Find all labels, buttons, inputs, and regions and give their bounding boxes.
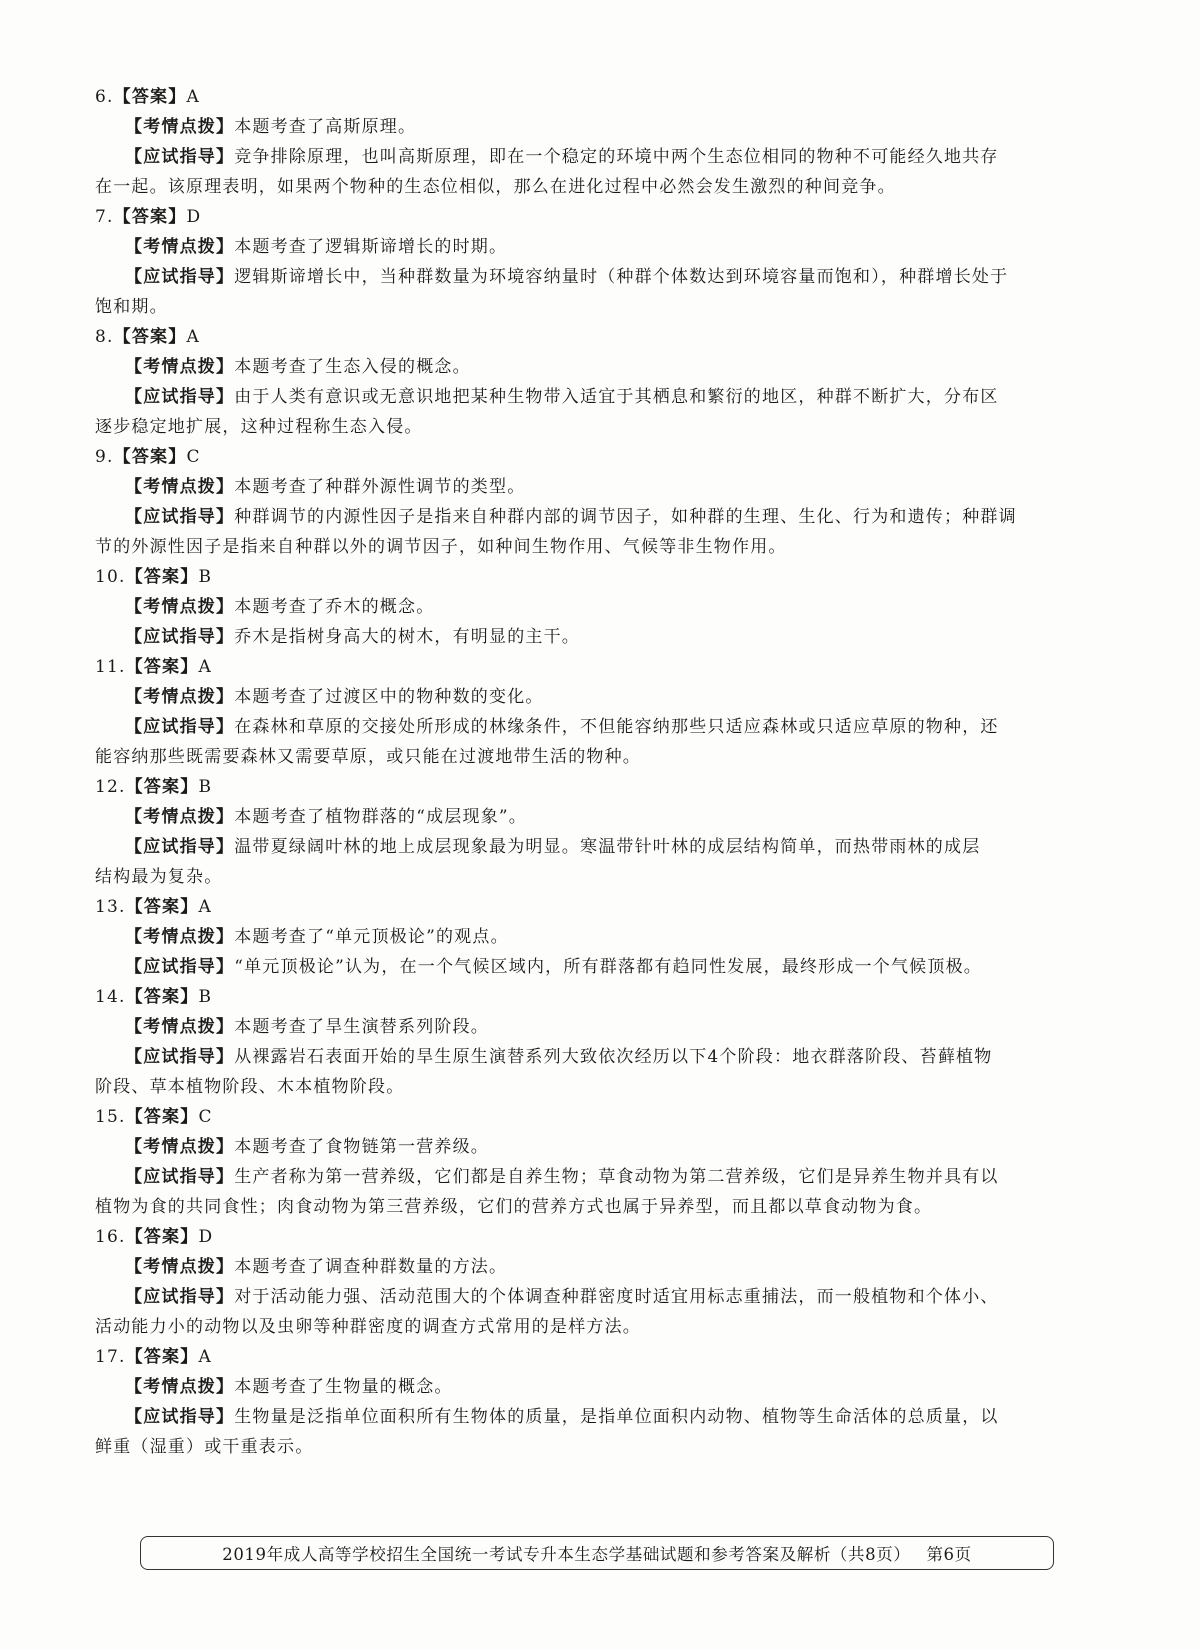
guide-text: 植物为食的共同食性；肉食动物为第三营养级，它们的营养方式也属于异养型，而且都以草食动物为食。 <box>95 1197 933 1217</box>
guide-text: 在森林和草原的交接处所形成的林缘条件，不但能容纳那些只适应森林或只适应草原的物种，还 <box>234 717 999 737</box>
answer-label: 【答案】 <box>113 87 187 107</box>
guide-label: 【应试指导】 <box>125 1407 235 1427</box>
guide-line <box>95 622 1045 652</box>
answer-item <box>95 442 1045 562</box>
exam-point-line <box>95 1132 1045 1162</box>
exam-point-text: 本题考查了“单元顶极论”的观点。 <box>234 927 509 947</box>
question-number: 7. <box>95 207 114 227</box>
guide-text: “单元顶极论”认为，在一个气候区域内，所有群落都有趋同性发展，最终形成一个气候顶极。 <box>234 957 982 977</box>
answer-item <box>95 1342 1045 1462</box>
guide-line <box>95 502 1045 532</box>
answer-line <box>95 892 1045 922</box>
guide-line <box>95 1312 1045 1342</box>
exam-point-line <box>95 682 1045 712</box>
guide-text: 乔木是指树身高大的树木，有明显的主干。 <box>234 627 581 647</box>
question-number: 15. <box>95 1107 126 1127</box>
guide-label: 【应试指导】 <box>125 957 235 977</box>
answer-label: 【答案】 <box>125 1227 199 1247</box>
guide-line <box>95 712 1045 742</box>
answer-label: 【答案】 <box>113 447 187 467</box>
exam-point-text: 本题考查了调查种群数量的方法。 <box>234 1257 508 1277</box>
answer-value: A <box>186 87 200 107</box>
guide-text: 鲜重（湿重）或干重表示。 <box>95 1437 314 1457</box>
answer-value: C <box>198 1107 213 1127</box>
answer-line <box>95 772 1045 802</box>
guide-text: 由于人类有意识或无意识地把某种生物带入适宜于其栖息和繁衍的地区，种群不断扩大，分布区 <box>234 387 999 407</box>
exam-point-label: 【考情点拨】 <box>125 477 235 497</box>
question-number: 10. <box>95 567 126 587</box>
answer-item <box>95 652 1045 772</box>
guide-label: 【应试指导】 <box>125 1167 235 1187</box>
answer-value: D <box>186 207 202 227</box>
guide-line <box>95 862 1045 892</box>
guide-text: 阶段、草本植物阶段、木本植物阶段。 <box>95 1077 405 1097</box>
answer-value: C <box>186 447 201 467</box>
answer-list <box>95 82 1045 1462</box>
page-footer <box>140 1536 1054 1570</box>
answer-line <box>95 1222 1045 1252</box>
exam-point-line <box>95 352 1045 382</box>
answer-value: A <box>198 657 212 677</box>
question-number: 14. <box>95 987 126 1007</box>
answer-item <box>95 322 1045 442</box>
exam-point-line <box>95 472 1045 502</box>
guide-line <box>95 1432 1045 1462</box>
exam-point-text: 本题考查了食物链第一营养级。 <box>234 1137 490 1157</box>
exam-point-line <box>95 112 1045 142</box>
guide-text: 对于活动能力强、活动范围大的个体调查种群密度时适宜用标志重捕法，而一般植物和个体小、 <box>234 1287 999 1307</box>
answer-value: B <box>198 987 213 1007</box>
answer-line <box>95 1342 1045 1372</box>
answer-item <box>95 1222 1045 1342</box>
guide-line <box>95 292 1045 322</box>
guide-line <box>95 952 1045 982</box>
answer-line <box>95 322 1045 352</box>
guide-line <box>95 532 1045 562</box>
exam-point-line <box>95 1012 1045 1042</box>
guide-line <box>95 1192 1045 1222</box>
answer-label: 【答案】 <box>125 1347 199 1367</box>
guide-text: 竞争排除原理，也叫高斯原理，即在一个稳定的环境中两个生态位相同的物种不可能经久地共存 <box>234 147 999 167</box>
exam-point-text: 本题考查了高斯原理。 <box>234 117 417 137</box>
answer-value: B <box>198 777 213 797</box>
guide-text: 从裸露岩石表面开始的旱生原生演替系列大致依次经历以下4个阶段：地衣群落阶段、苔藓植物 <box>234 1047 993 1067</box>
answer-value: D <box>198 1227 214 1247</box>
guide-line <box>95 412 1045 442</box>
guide-label: 【应试指导】 <box>125 147 235 167</box>
guide-text: 生产者称为第一营养级，它们都是自养生物；草食动物为第二营养级，它们是异养生物并具有以 <box>234 1167 999 1187</box>
exam-point-text: 本题考查了种群外源性调节的类型。 <box>234 477 526 497</box>
exam-point-label: 【考情点拨】 <box>125 1137 235 1157</box>
guide-line <box>95 1282 1045 1312</box>
guide-line <box>95 1402 1045 1432</box>
answer-line <box>95 202 1045 232</box>
guide-text: 在一起。该原理表明，如果两个物种的生态位相似，那么在进化过程中必然会发生激烈的种间竞争。 <box>95 177 896 197</box>
exam-point-label: 【考情点拨】 <box>125 597 235 617</box>
guide-line <box>95 1042 1045 1072</box>
exam-point-label: 【考情点拨】 <box>125 1377 235 1397</box>
answer-value: B <box>198 567 213 587</box>
answer-item <box>95 892 1045 982</box>
exam-point-label: 【考情点拨】 <box>125 117 235 137</box>
question-number: 13. <box>95 897 126 917</box>
guide-text: 饱和期。 <box>95 297 168 317</box>
guide-line <box>95 1162 1045 1192</box>
question-number: 11. <box>95 657 126 677</box>
answer-item <box>95 772 1045 892</box>
question-number: 16. <box>95 1227 126 1247</box>
footer-page-number: 第6页 <box>926 1545 972 1564</box>
exam-point-text: 本题考查了植物群落的“成层现象”。 <box>234 807 527 827</box>
answer-item <box>95 562 1045 652</box>
guide-text: 温带夏绿阔叶林的地上成层现象最为明显。寒温带针叶林的成层结构简单，而热带雨林的成层 <box>234 837 981 857</box>
question-number: 9. <box>95 447 114 467</box>
guide-text: 结构最为复杂。 <box>95 867 223 887</box>
guide-label: 【应试指导】 <box>125 267 235 287</box>
answer-value: A <box>198 1347 212 1367</box>
guide-label: 【应试指导】 <box>125 1287 235 1307</box>
guide-line <box>95 172 1045 202</box>
guide-text: 种群调节的内源性因子是指来自种群内部的调节因子，如种群的生理、生化、行为和遗传；种群调 <box>234 507 1017 527</box>
exam-point-label: 【考情点拨】 <box>125 687 235 707</box>
exam-point-line <box>95 1372 1045 1402</box>
exam-point-label: 【考情点拨】 <box>125 237 235 257</box>
answer-line <box>95 562 1045 592</box>
answer-line <box>95 82 1045 112</box>
footer-title: 2019年成人高等学校招生全国统一考试专升本生态学基础试题和参考答案及解析（共8页） <box>222 1545 911 1564</box>
answer-item <box>95 1102 1045 1222</box>
guide-text: 能容纳那些既需要森林又需要草原，或只能在过渡地带生活的物种。 <box>95 747 641 767</box>
guide-line <box>95 262 1045 292</box>
answer-label: 【答案】 <box>113 207 187 227</box>
guide-label: 【应试指导】 <box>125 507 235 527</box>
answer-value: A <box>186 327 200 347</box>
exam-point-line <box>95 1252 1045 1282</box>
exam-point-text: 本题考查了生物量的概念。 <box>234 1377 453 1397</box>
guide-label: 【应试指导】 <box>125 1047 235 1067</box>
exam-point-text: 本题考查了逻辑斯谛增长的时期。 <box>234 237 508 257</box>
answer-label: 【答案】 <box>125 987 199 1007</box>
answer-value: A <box>198 897 212 917</box>
exam-point-line <box>95 592 1045 622</box>
exam-point-label: 【考情点拨】 <box>125 807 235 827</box>
guide-label: 【应试指导】 <box>125 387 235 407</box>
guide-line <box>95 742 1045 772</box>
exam-point-line <box>95 802 1045 832</box>
answer-line <box>95 442 1045 472</box>
answer-label: 【答案】 <box>125 1107 199 1127</box>
guide-line <box>95 382 1045 412</box>
guide-text: 节的外源性因子是指来自种群以外的调节因子，如种间生物作用、气候等非生物作用。 <box>95 537 787 557</box>
guide-text: 逻辑斯谛增长中，当种群数量为环境容纳量时（种群个体数达到环境容量而饱和），种群增长处于 <box>234 267 1009 287</box>
guide-line <box>95 142 1045 172</box>
guide-line <box>95 832 1045 862</box>
guide-text: 活动能力小的动物以及虫卵等种群密度的调查方式常用的是样方法。 <box>95 1317 641 1337</box>
exam-point-line <box>95 232 1045 262</box>
exam-point-label: 【考情点拨】 <box>125 1257 235 1277</box>
exam-point-text: 本题考查了过渡区中的物种数的变化。 <box>234 687 544 707</box>
guide-text: 生物量是泛指单位面积所有生物体的质量，是指单位面积内动物、植物等生命活体的总质量，以 <box>234 1407 999 1427</box>
answer-line <box>95 652 1045 682</box>
exam-point-label: 【考情点拨】 <box>125 1017 235 1037</box>
answer-label: 【答案】 <box>125 567 199 587</box>
answer-line <box>95 982 1045 1012</box>
question-number: 6. <box>95 87 114 107</box>
question-number: 8. <box>95 327 114 347</box>
guide-label: 【应试指导】 <box>125 627 235 647</box>
answer-item <box>95 202 1045 322</box>
question-number: 17. <box>95 1347 126 1367</box>
answer-label: 【答案】 <box>125 657 199 677</box>
guide-text: 逐步稳定地扩展，这种过程称生态入侵。 <box>95 417 423 437</box>
exam-point-text: 本题考查了生态入侵的概念。 <box>234 357 471 377</box>
answer-label: 【答案】 <box>125 897 199 917</box>
guide-label: 【应试指导】 <box>125 837 235 857</box>
exam-point-line <box>95 922 1045 952</box>
answer-line <box>95 1102 1045 1132</box>
exam-point-label: 【考情点拨】 <box>125 927 235 947</box>
answer-item <box>95 82 1045 202</box>
answer-label: 【答案】 <box>125 777 199 797</box>
answer-label: 【答案】 <box>113 327 187 347</box>
exam-point-text: 本题考查了乔木的概念。 <box>234 597 435 617</box>
exam-point-text: 本题考查了旱生演替系列阶段。 <box>234 1017 490 1037</box>
exam-point-label: 【考情点拨】 <box>125 357 235 377</box>
guide-line <box>95 1072 1045 1102</box>
guide-label: 【应试指导】 <box>125 717 235 737</box>
answer-item <box>95 982 1045 1102</box>
question-number: 12. <box>95 777 126 797</box>
